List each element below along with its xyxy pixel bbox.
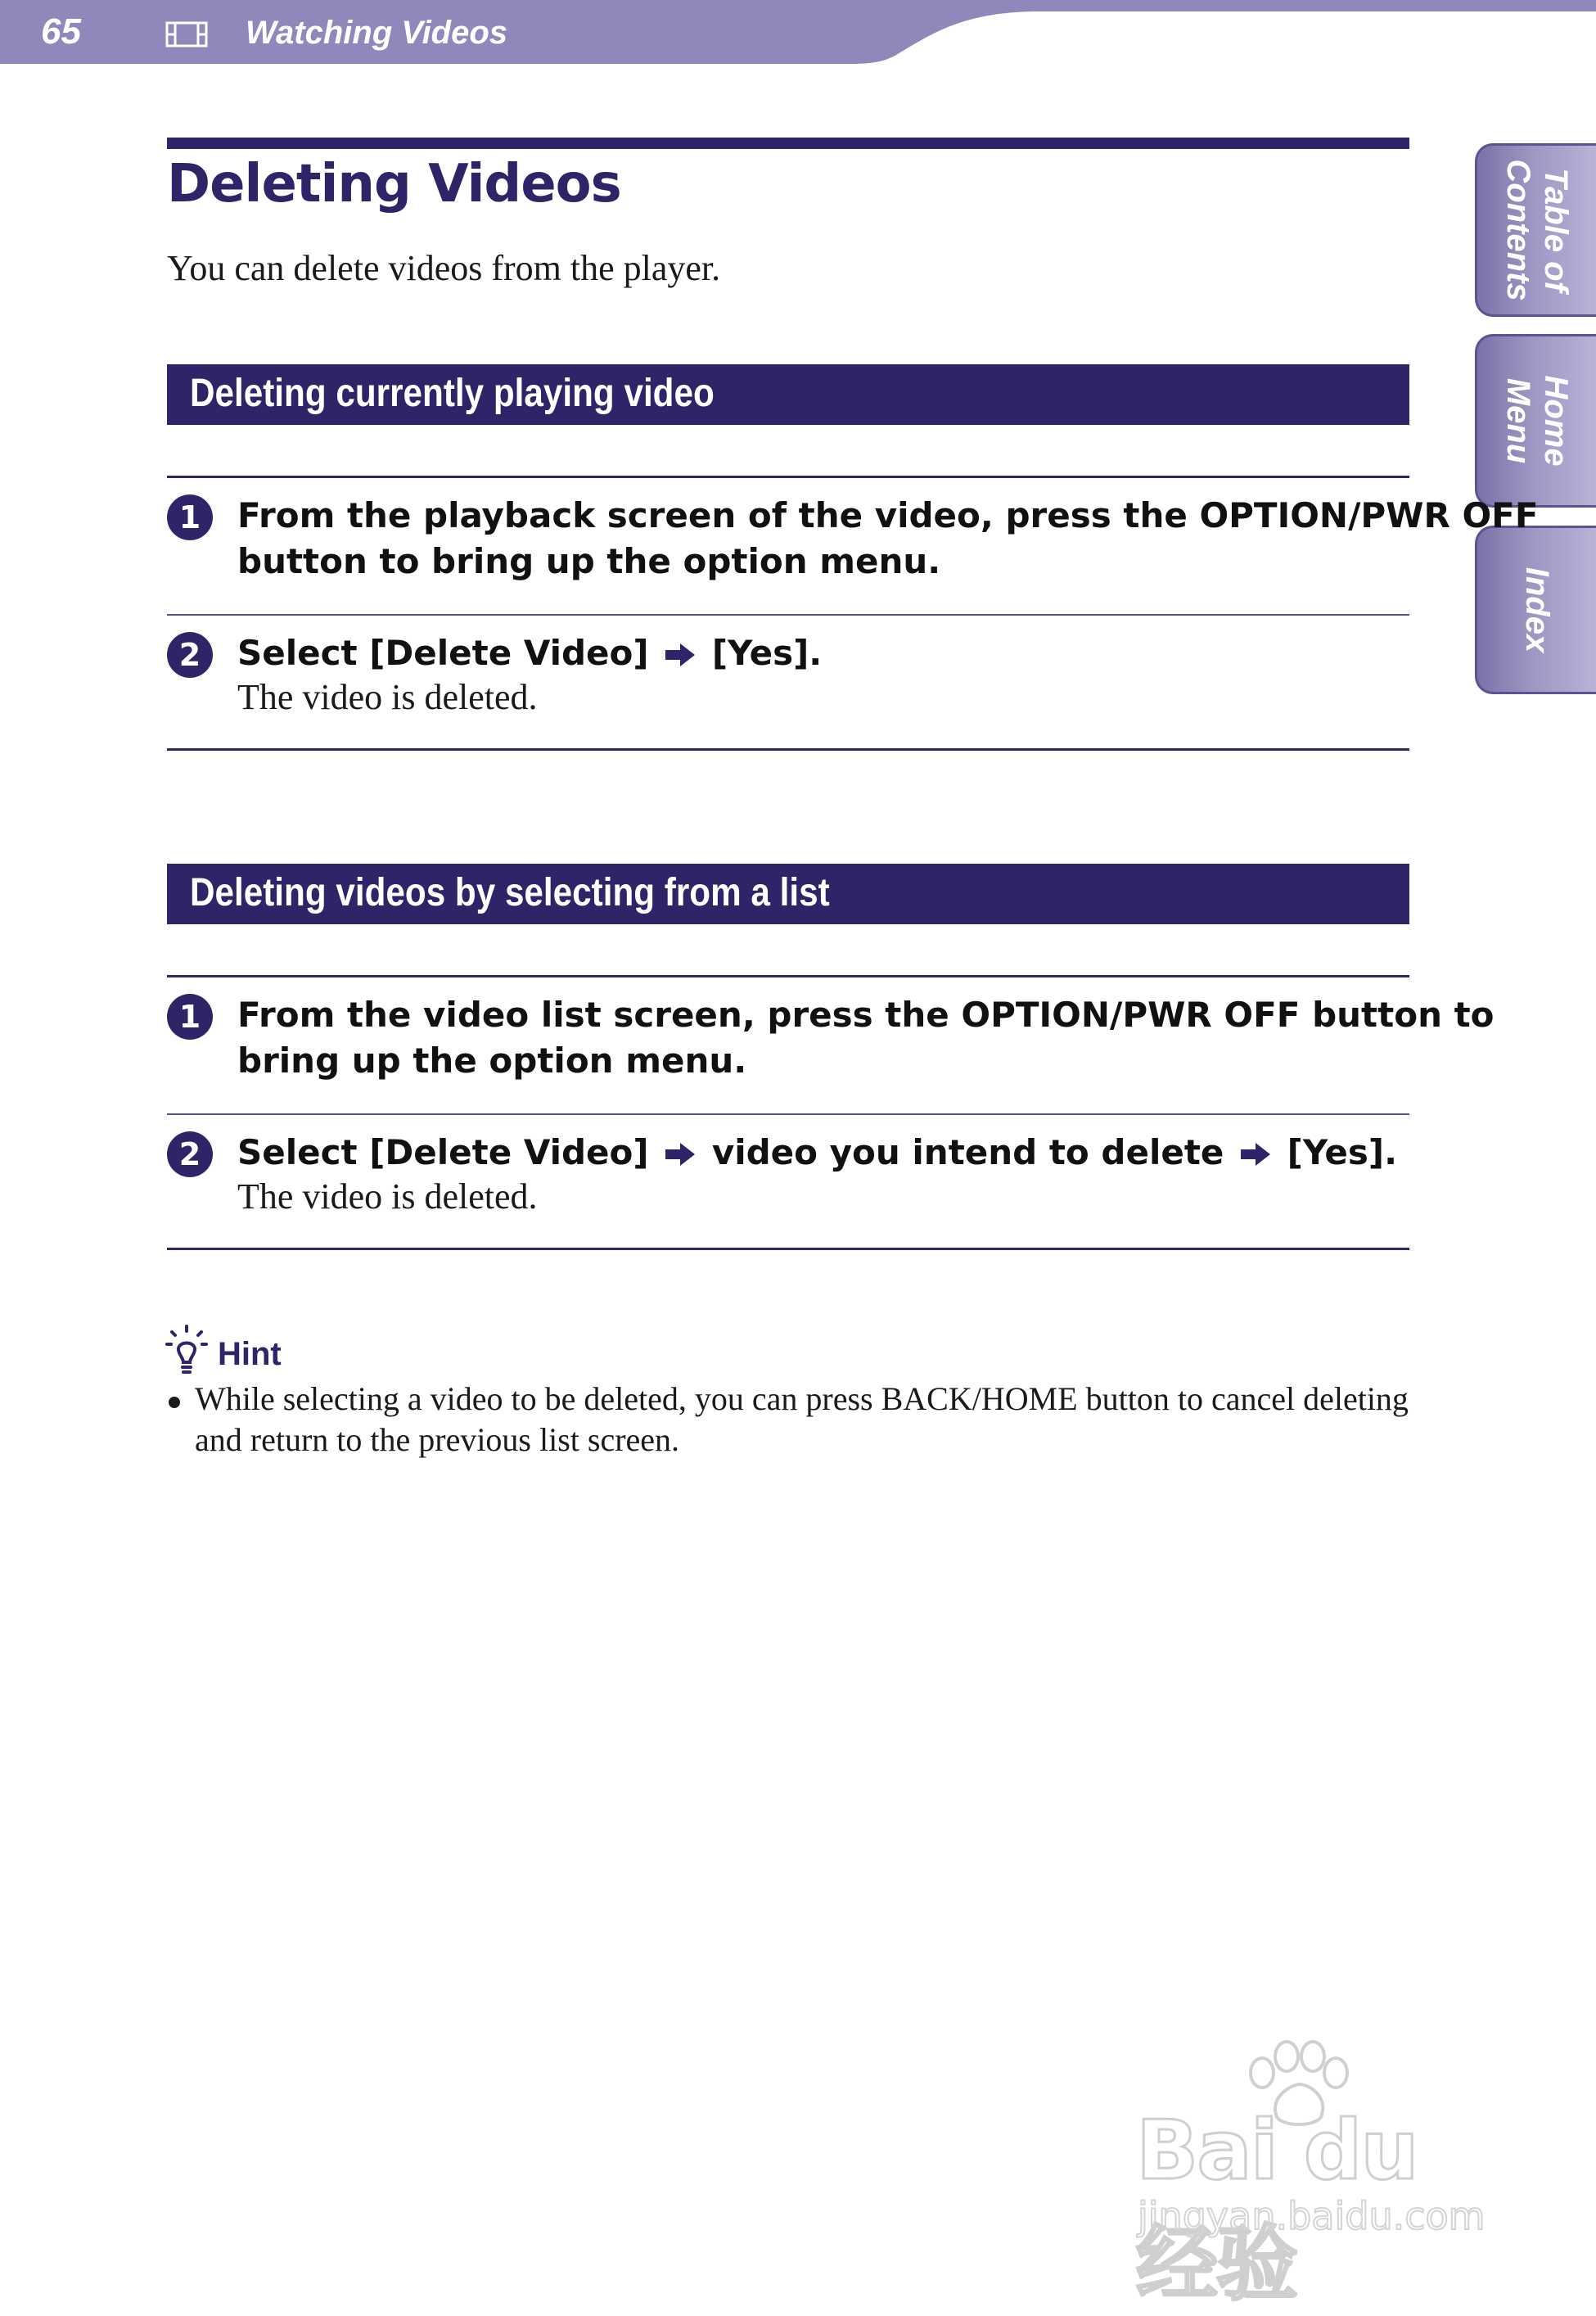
step-divider xyxy=(167,1113,1409,1115)
section-end-rule xyxy=(167,1248,1409,1250)
step-number-badge: 1 xyxy=(167,494,213,540)
step-number-badge: 2 xyxy=(167,1131,213,1177)
step-2 xyxy=(167,630,1409,729)
step-divider xyxy=(167,614,1409,616)
step-number-badge: 1 xyxy=(167,994,213,1040)
hint-text: While selecting a video to be deleted, you can press BACK/HOME button to cancel deleting and return to the previous list screen. xyxy=(195,1380,1409,1458)
step-2 xyxy=(167,1130,1409,1228)
tab-table-of-contents-label: Table of Contents xyxy=(1499,159,1574,301)
film-icon xyxy=(165,21,208,47)
page-number: 65 xyxy=(41,11,81,52)
section-title: Watching Videos xyxy=(246,15,508,51)
step-result: The video is deleted. xyxy=(237,1176,538,1217)
step-instruction xyxy=(237,1130,1416,1176)
arrow-right-icon xyxy=(1239,1141,1272,1167)
header-band xyxy=(0,0,1596,65)
page-title: Deleting Videos xyxy=(167,154,621,214)
step-instruction xyxy=(237,992,1495,1084)
section-heading-label: Deleting currently playing video xyxy=(190,372,715,415)
step-instruction-line: From the video list screen, press the OPTION/PWR OFF button to xyxy=(237,995,1495,1035)
section-end-rule xyxy=(167,748,1409,751)
bullet-icon xyxy=(169,1397,180,1408)
step-instruction-line: button to bring up the option menu. xyxy=(237,541,941,581)
watermark-url: jingyan.baidu.com xyxy=(1138,2194,1486,2238)
step-1 xyxy=(167,992,1495,1090)
step-result: The video is deleted. xyxy=(237,677,538,717)
step-divider xyxy=(167,476,1409,478)
step-divider xyxy=(167,975,1409,977)
step-number-badge: 2 xyxy=(167,632,213,678)
tab-index-label: Index xyxy=(1518,567,1555,653)
watermark xyxy=(1129,2038,1514,2312)
menu-path-part: video you intend to delete xyxy=(711,1132,1224,1172)
step-instruction-line: From the playback screen of the video, press the OPTION/PWR OFF xyxy=(237,495,1539,535)
tab-home-menu-label: Home Menu xyxy=(1499,375,1574,467)
header-band-shape xyxy=(0,0,1596,65)
title-rule xyxy=(167,138,1409,149)
section-heading-select-from-list xyxy=(167,864,1409,924)
tab-index[interactable] xyxy=(1475,526,1596,694)
menu-path-part: Select [Delete Video] xyxy=(237,1132,649,1172)
menu-path-part: Select [Delete Video] xyxy=(237,633,649,673)
watermark-logo: Bai du 经验 xyxy=(1136,2102,1418,2312)
arrow-right-icon xyxy=(664,1141,697,1167)
tab-home-menu[interactable] xyxy=(1475,334,1596,508)
step-instruction xyxy=(237,493,1539,585)
step-instruction xyxy=(237,630,1416,676)
step-instruction-line: bring up the option menu. xyxy=(237,1041,747,1081)
section-heading-label: Deleting videos by selecting from a list xyxy=(190,871,830,914)
hint-label: Hint xyxy=(218,1336,282,1372)
lightbulb-icon xyxy=(165,1325,208,1379)
step-1 xyxy=(167,493,1539,591)
intro-text: You can delete videos from the player. xyxy=(167,248,721,288)
arrow-right-icon xyxy=(664,642,697,668)
tab-table-of-contents[interactable] xyxy=(1475,143,1596,317)
section-heading-current-video xyxy=(167,364,1409,425)
menu-path-part: [Yes]. xyxy=(711,633,823,673)
menu-path-part: [Yes]. xyxy=(1287,1132,1398,1172)
